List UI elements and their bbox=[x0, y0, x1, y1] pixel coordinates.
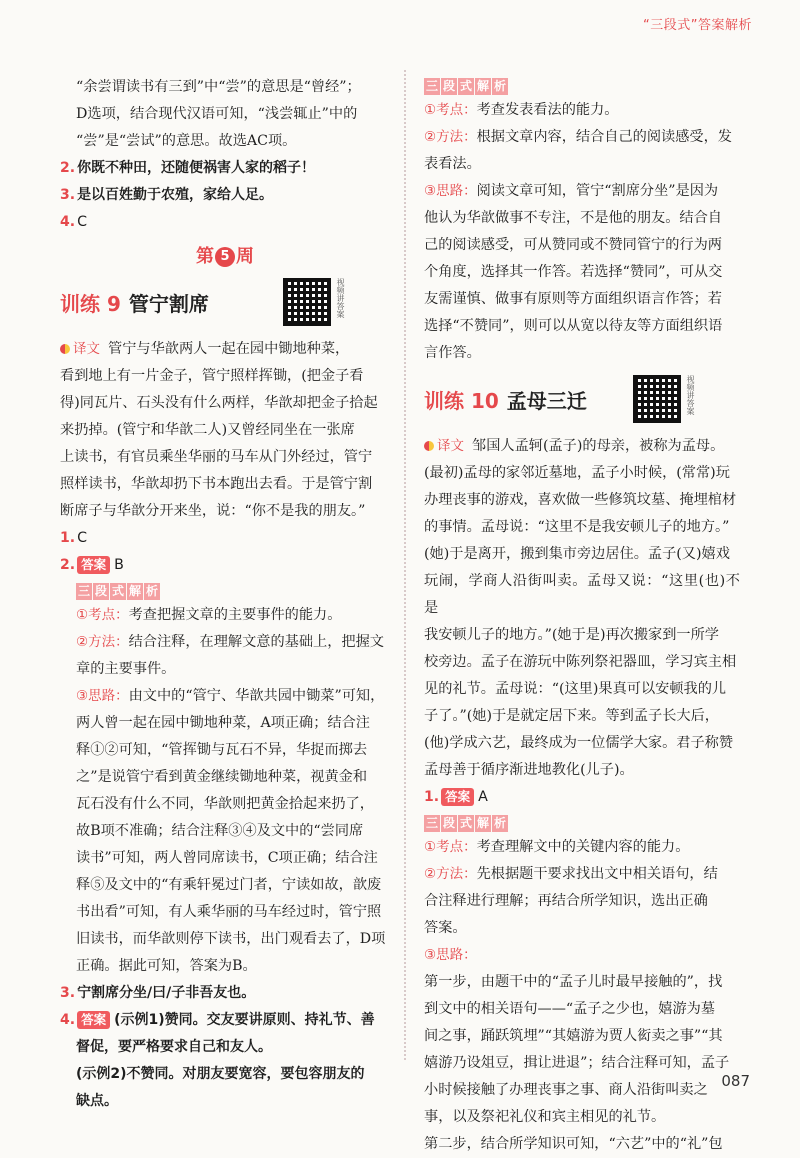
text-line: 我安顿儿子的地方。”(她于是)再次搬家到一所学 bbox=[424, 627, 719, 643]
training-name: 孟母三迁 bbox=[506, 388, 587, 413]
text-line: 得)同瓦片、石头没有什么两样，华歆却把金子拾起 bbox=[60, 395, 378, 411]
question-number: 1. bbox=[60, 530, 76, 546]
text-line: 来扔掉。(管宁和华歆二人)又曾经同坐在一张席 bbox=[60, 422, 355, 438]
answer-2 bbox=[60, 155, 390, 182]
qr-caption: 视频讲答案 bbox=[686, 375, 695, 415]
text-line: 他认为华歆做事不专注，不是他的朋友。结合自 bbox=[424, 210, 722, 226]
kaodian-label: ①考点： bbox=[76, 607, 129, 623]
text-line: 督促，要严格要求自己和友人。 bbox=[76, 1039, 272, 1055]
text-line: (最初)孟母的家邻近墓地，孟子小时候，(常常)玩 bbox=[424, 465, 730, 481]
week-pre: 第 bbox=[196, 246, 214, 267]
kaodian-line bbox=[424, 97, 740, 124]
translation-label bbox=[424, 433, 464, 460]
week-heading bbox=[60, 242, 390, 268]
answer-text: 宁割席分坐/曰/子非吾友也。 bbox=[77, 985, 256, 1001]
text-line: 友需谨慎、做事有原则等方面组织语言作答；若 bbox=[424, 291, 722, 307]
silu-line bbox=[424, 178, 740, 205]
question-number: 4. bbox=[60, 214, 76, 230]
answer-text: B bbox=[114, 557, 124, 573]
translation-dot-icon bbox=[60, 344, 70, 354]
text-line: 合注释进行理解；再结合所学知识，选出正确 bbox=[424, 893, 708, 909]
answer-text: A bbox=[478, 789, 488, 805]
text-line: 孟母善于循序渐进地教化(儿子)。 bbox=[424, 762, 634, 778]
translation-label bbox=[60, 336, 100, 363]
tag-char: 三 bbox=[425, 79, 438, 93]
tag-char: 析 bbox=[145, 584, 158, 598]
text-line: 嬉游乃设俎豆，揖让进退”；结合注释可知，孟子 bbox=[424, 1055, 730, 1071]
answer-badge: 答案 bbox=[77, 1011, 110, 1029]
text-line: 读书”可知，两人曾同席读书，C项正确；结合注 bbox=[76, 850, 378, 866]
fangfa-text: 先根据题干要求找出文中相关语句，结 bbox=[476, 866, 718, 882]
answer-1 bbox=[424, 784, 740, 811]
text-line: 章的主要事件。 bbox=[76, 661, 176, 677]
week-number: 5 bbox=[215, 247, 235, 267]
translation-label-text: 译文 bbox=[73, 341, 100, 357]
silu-label: ③思路： bbox=[76, 688, 129, 704]
text-line: 照样读书，华歆却扔下书本跑出去看。于是管宁割 bbox=[60, 476, 373, 492]
answer-text: C bbox=[77, 214, 87, 230]
tag-char: 式 bbox=[459, 816, 472, 830]
text-line: 间之事，踊跃筑埋”“其嬉游为贾人衒卖之事”“其 bbox=[424, 1028, 723, 1044]
text-line: 释⑤及文中的“有乘轩冕过门者，宁读如故，歆废 bbox=[76, 877, 382, 893]
training-10-heading bbox=[424, 373, 740, 425]
answer-4 bbox=[60, 209, 390, 236]
silu-text: 由文中的“管宁、华歆共园中锄菜”可知， bbox=[128, 688, 385, 704]
left-column bbox=[60, 74, 390, 1115]
fangfa-label: ②方法： bbox=[424, 129, 477, 145]
analysis-tag bbox=[424, 78, 509, 95]
text-line: 故B项不准确；结合注释③④及文中的“尝同席 bbox=[76, 823, 364, 839]
text-line: 选择“不赞同”，则可以从宽以待友等方面组织语 bbox=[424, 318, 723, 334]
week-post: 周 bbox=[236, 246, 254, 267]
text-line: 之”是说管宁看到黄金继续锄地种菜，视黄金和 bbox=[76, 769, 368, 785]
tag-char: 式 bbox=[111, 584, 124, 598]
fangfa-text: 结合注释，在理解文意的基础上，把握文 bbox=[128, 634, 384, 650]
question-number: 3. bbox=[60, 985, 76, 1001]
text-line: 个角度，选择其一作答。若选择“赞同”，可从交 bbox=[424, 264, 723, 280]
kaodian-label: ①考点： bbox=[424, 839, 477, 855]
training-9-heading bbox=[60, 276, 390, 328]
answer-3 bbox=[60, 182, 390, 209]
answer-text: (示例1)赞同。交友要讲原则、持礼节、善 bbox=[114, 1012, 375, 1028]
text-line: 事，以及祭祀礼仪和宾主相见的礼节。 bbox=[424, 1109, 666, 1125]
tag-char: 解 bbox=[476, 79, 489, 93]
text-line: 玩闹，学商人沿街叫卖。孟母又说：“这里(也)不是 bbox=[424, 573, 740, 616]
answer-badge: 答案 bbox=[77, 556, 110, 574]
answer-3b bbox=[60, 980, 390, 1007]
right-column bbox=[424, 74, 740, 1158]
fangfa-line bbox=[424, 124, 740, 151]
answer-badge: 答案 bbox=[441, 788, 474, 806]
question-number: 4. bbox=[60, 1012, 76, 1028]
text-line: 断席子与华歆分开来坐，说：“你不是我的朋友。” bbox=[60, 503, 366, 519]
training-number: 训练 10 bbox=[424, 388, 499, 413]
kaodian-text: 考查理解文中的关键内容的能力。 bbox=[476, 839, 690, 855]
text-line: 校旁边。孟子在游玩中陈列祭祀器皿，学习宾主相 bbox=[424, 654, 737, 670]
text-line: 言作答。 bbox=[424, 345, 481, 361]
training-name: 管宁割席 bbox=[128, 291, 209, 316]
text-line: 旧读书，而华歆则停下读书，出门观看去了，D项 bbox=[76, 931, 386, 947]
text-line: 书出看”可知，有人乘华丽的马车经过时，管宁照 bbox=[76, 904, 382, 920]
text-line: 瓦石没有什么不同，华歆则把黄金拾起来扔了， bbox=[76, 796, 374, 812]
analysis-tag bbox=[60, 583, 161, 600]
text-line: 到文中的相关语句——“孟子之少也，嬉游为墓 bbox=[424, 1001, 716, 1017]
question-number: 3. bbox=[60, 187, 76, 203]
fangfa-line bbox=[60, 629, 390, 656]
qr-code-block[interactable] bbox=[633, 375, 740, 423]
text-line: “尝”是“尝试”的意思。故选AC项。 bbox=[76, 133, 297, 149]
text-line: 正确。据此可知，答案为B。 bbox=[76, 958, 257, 974]
text-line: 释①②可知，“管挥锄与瓦石不异，华捉而掷去 bbox=[76, 742, 368, 758]
page-header: “三段式”答案解析 bbox=[643, 18, 752, 33]
fangfa-text: 根据文章内容，结合自己的阅读感受，发 bbox=[476, 129, 732, 145]
text-line: 表看法。 bbox=[424, 156, 481, 172]
text-line: 缺点。 bbox=[76, 1093, 118, 1109]
text-line: 答案。 bbox=[424, 920, 467, 936]
training-title bbox=[60, 288, 209, 317]
page-number: 087 bbox=[721, 1072, 750, 1090]
text-line: (他)学成六艺，最终成为一位儒学大家。君子称赞 bbox=[424, 735, 734, 751]
answer-4b bbox=[60, 1007, 390, 1034]
text-line: D选项，结合现代汉语可知，“浅尝辄止”中的 bbox=[76, 106, 358, 122]
answer-text: 是以百姓勤于农殖，家给人足。 bbox=[77, 187, 274, 203]
text-line: (她)于是离开，搬到集市旁边居住。孟子(又)嬉戏 bbox=[424, 546, 730, 562]
text-line: 办理丧事的游戏，喜欢做一些修筑坟墓、掩埋棺材 bbox=[424, 492, 737, 508]
kaodian-line bbox=[424, 834, 740, 861]
tag-char: 析 bbox=[493, 79, 506, 93]
training-title bbox=[424, 385, 587, 414]
text-line: 小时候接触了办理丧事之事、商人沿街叫卖之 bbox=[424, 1082, 708, 1098]
fangfa-label: ②方法： bbox=[424, 866, 477, 882]
training-number: 训练 9 bbox=[60, 291, 121, 316]
kaodian-text: 考查把握文章的主要事件的能力。 bbox=[128, 607, 342, 623]
text-line: “余尝谓读书有三到”中“尝”的意思是“曾经”； bbox=[76, 79, 361, 95]
qr-caption: 视频讲答案 bbox=[336, 278, 345, 318]
silu-text: 阅读文章可知，管宁“割席分坐”是因为 bbox=[476, 183, 719, 199]
tag-char: 解 bbox=[476, 816, 489, 830]
question-number: 1. bbox=[424, 789, 440, 805]
translation-line bbox=[60, 336, 390, 363]
text-line: 上读书，有官员乘坐华丽的马车从门外经过，管宁 bbox=[60, 449, 373, 465]
qr-code-block[interactable] bbox=[283, 278, 390, 326]
text-line: 见的礼节。孟母说：“(这里)果真可以安顿我的儿 bbox=[424, 681, 727, 697]
text-line: 管宁与华歆两人一起在园中锄地种菜， bbox=[108, 341, 350, 357]
kaodian-label: ①考点： bbox=[424, 102, 477, 118]
answer-text: C bbox=[77, 530, 87, 546]
tag-char: 式 bbox=[459, 79, 472, 93]
text-line: 看到地上有一片金子，管宁照样挥锄，(把金子看 bbox=[60, 368, 364, 384]
tag-char: 三 bbox=[77, 584, 90, 598]
answer-2b bbox=[60, 552, 390, 579]
silu-label: ③思路： bbox=[424, 947, 477, 963]
question-number: 2. bbox=[60, 557, 76, 573]
question-number: 2. bbox=[60, 160, 76, 176]
text-line: 第一步，由题干中的“孟子儿时最早接触的”，找 bbox=[424, 974, 723, 990]
kaodian-line bbox=[60, 602, 390, 629]
silu-line bbox=[424, 942, 740, 969]
tag-char: 解 bbox=[128, 584, 141, 598]
qr-code-icon[interactable] bbox=[283, 278, 331, 326]
text-line: 子了。”(她)于是就定居下来。等到孟子长大后， bbox=[424, 708, 719, 724]
answer-text: 你既不种田，还随便祸害人家的稻子！ bbox=[77, 160, 316, 176]
silu-label: ③思路： bbox=[424, 183, 477, 199]
fangfa-label: ②方法： bbox=[76, 634, 129, 650]
kaodian-text: 考查发表看法的能力。 bbox=[476, 102, 619, 118]
analysis-tag bbox=[424, 815, 509, 832]
translation-line bbox=[424, 433, 740, 460]
qr-code-icon[interactable] bbox=[633, 375, 681, 423]
tag-char: 段 bbox=[94, 584, 107, 598]
text-line: 邹国人孟轲(孟子)的母亲，被称为孟母。 bbox=[472, 438, 725, 454]
tag-char: 三 bbox=[425, 816, 438, 830]
translation-dot-icon bbox=[424, 441, 434, 451]
tag-char: 段 bbox=[442, 816, 455, 830]
fangfa-line bbox=[424, 861, 740, 888]
tag-char: 析 bbox=[493, 816, 506, 830]
text-line: 己的阅读感受，可从赞同或不赞同管宁的行为两 bbox=[424, 237, 722, 253]
text-line: 第二步，结合所学知识可知，“六艺”中的“礼”包 bbox=[424, 1136, 723, 1152]
answer-1 bbox=[60, 525, 390, 552]
text-line: (示例2)不赞同。对朋友要宽容，要包容朋友的 bbox=[76, 1066, 365, 1082]
text-line: 的事情。孟母说：“这里不是我安顿儿子的地方。” bbox=[424, 519, 730, 535]
silu-line bbox=[60, 683, 390, 710]
column-divider bbox=[404, 70, 406, 1060]
tag-char: 段 bbox=[442, 79, 455, 93]
text-line: 两人曾一起在园中锄地种菜，A项正确；结合注 bbox=[76, 715, 370, 731]
translation-label-text: 译文 bbox=[437, 438, 464, 454]
